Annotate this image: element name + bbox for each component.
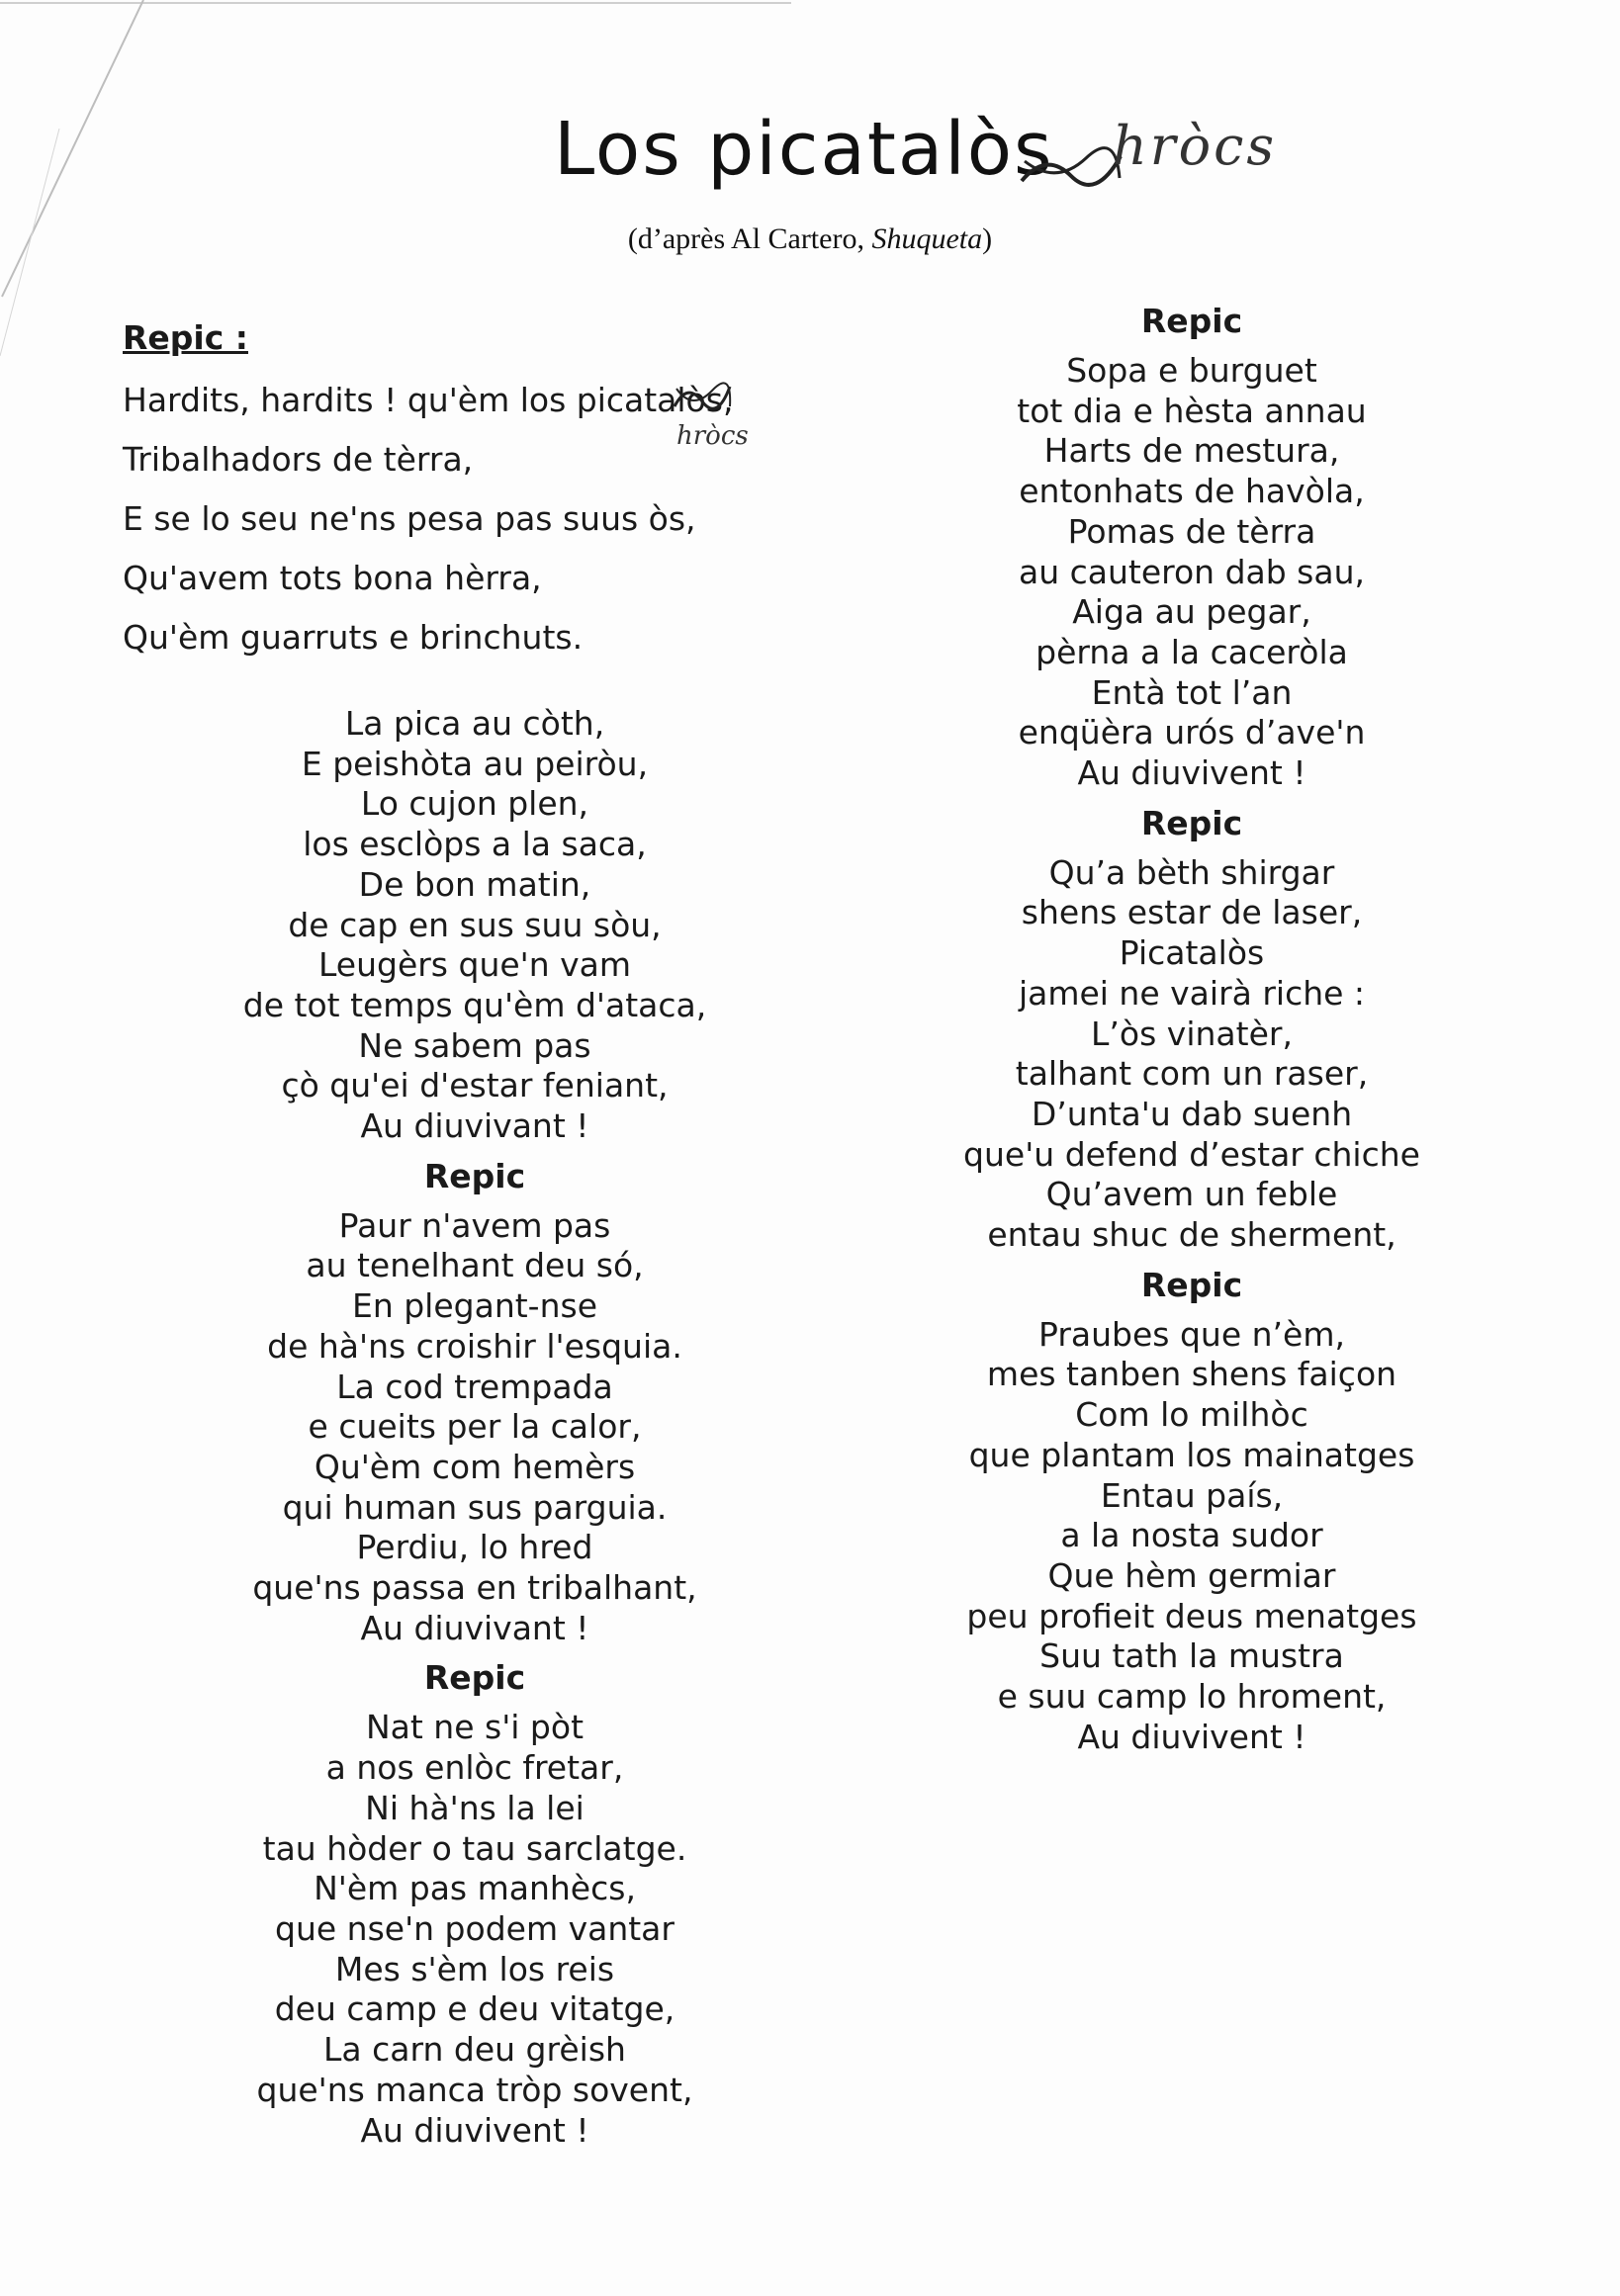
verse-line: que'u defend d’estar chiche [963, 1134, 1420, 1174]
verse-line: Pomas de tèrra [1067, 511, 1316, 551]
verse-line: De bon matin, [358, 864, 591, 904]
verse-line: Sopa e burguet [1066, 351, 1317, 390]
verse-line: La carn deu grèish [323, 2030, 626, 2070]
verse-line: Au diuvivent ! [360, 2110, 589, 2150]
verse-line: Que hèm germiar [1047, 1555, 1336, 1595]
verse-line: que'ns passa en tribalhant, [252, 1568, 697, 1608]
page-title: Los picatalòs [554, 107, 1054, 192]
verse-line: Com lo milhòc [1075, 1395, 1308, 1435]
verse-line: que'ns manca tròp sovent, [256, 2070, 693, 2109]
refrain-handwritten-correction: hròcs [676, 421, 749, 451]
verse-line: Ne sabem pas [358, 1025, 591, 1065]
refrain-line: Qu'avem tots bona hèrra, [123, 559, 542, 597]
verse-line: D’unta'u dab suenh [1031, 1094, 1353, 1133]
verse-line: enqüèra urós d’ave'n [1018, 713, 1366, 752]
stanza-heading: Repic [423, 1658, 526, 1698]
stanza-heading: Repic [423, 1156, 526, 1195]
verse-line: Leugèrs que'n vam [317, 945, 632, 985]
refrain-line-start: Hardits, hardits ! qu'èm los picata [123, 381, 677, 419]
verse-line: Suu tath la mustra [1039, 1636, 1344, 1676]
verse-line: tau hòder o tau sarclatge. [262, 1828, 687, 1868]
verse-line: La pica au còth, [344, 704, 605, 743]
refrain-heading: Repic : [123, 318, 248, 357]
verse-line: N'èm pas manhècs, [314, 1869, 636, 1908]
verse-line: Lo cujon plen, [360, 784, 589, 824]
title-strikethrough [1017, 136, 1125, 196]
refrain-line: E se lo seu ne'ns pesa pas suus òs, [123, 499, 696, 538]
verse-line: Au diuvivant ! [360, 1106, 589, 1146]
refrain-struck-text: lòs [676, 381, 723, 419]
verse-line: a nos enlòc fretar, [325, 1748, 624, 1788]
subtitle-suffix: ) [982, 222, 993, 255]
verse-line: E peishòta au peiròu, [301, 744, 649, 783]
verse-line: jamei ne vairà riche : [1018, 973, 1366, 1013]
verse-line: au tenelhant deu só, [306, 1246, 644, 1285]
verse-line: peu profieit deus menatges [966, 1596, 1417, 1635]
verse-line: de tot temps qu'èm d'ataca, [242, 985, 707, 1024]
left-verse-column [178, 704, 771, 2151]
verse-line: Mes s'èm los reis [334, 1949, 615, 1988]
verse-line: Au diuvivent ! [1077, 1717, 1306, 1756]
stanza-heading: Repic [1140, 803, 1243, 842]
verse-line: L’òs vinatèr, [1091, 1014, 1293, 1053]
verse-line: Entau país, [1100, 1475, 1284, 1515]
verse-line: entau shuc de sherment, [987, 1215, 1396, 1255]
verse-line: Au diuvivent ! [1077, 753, 1306, 793]
verse-line: qui human sus parguia. [282, 1487, 668, 1527]
stanza-heading: Repic [1140, 1265, 1243, 1304]
verse-line: Qu’avem un feble [1045, 1175, 1338, 1214]
verse-line: Praubes que n’èm, [1038, 1314, 1345, 1354]
refrain-line-end: , [722, 381, 734, 419]
verse-line: au cauteron dab sau, [1018, 552, 1365, 591]
verse-line: de hà'ns croishir l'esquia. [267, 1326, 682, 1366]
title-area [554, 107, 1305, 216]
stanza-heading: Repic [1140, 302, 1243, 340]
subtitle-work: Shuqueta [871, 222, 983, 255]
verse-line: Nat ne s'i pòt [365, 1708, 585, 1747]
refrain-line: Tribalhadors de tèrra, [123, 440, 474, 479]
verse-line: Qu'èm com hemèrs [314, 1447, 636, 1486]
verse-line: Paur n'avem pas [338, 1205, 611, 1245]
verse-line: Entà tot l’an [1091, 672, 1293, 712]
verse-line: mes tanben shens faiçon [986, 1355, 1397, 1394]
verse-line: entonhats de havòla, [1019, 472, 1365, 511]
verse-line: Picatalòs [1119, 933, 1265, 973]
verse-line: que plantam los mainatges [968, 1435, 1415, 1474]
verse-line: La cod trempada [336, 1367, 613, 1406]
verse-line: Harts de mestura, [1043, 431, 1340, 471]
refrain-line [123, 371, 815, 451]
verse-line: que nse'n podem vantar [275, 1908, 675, 1948]
verse-line: talhant com un raser, [1015, 1054, 1369, 1094]
verse-line: çò qu'ei d'estar feniant, [281, 1066, 669, 1105]
title-handwritten-correction: hròcs [1113, 115, 1278, 177]
verse-line: Aiga au pegar, [1072, 592, 1311, 632]
refrain-block [123, 318, 815, 667]
verse-line: deu camp e deu vitatge, [274, 1989, 675, 2029]
verse-line: a la nosta sudor [1060, 1516, 1323, 1555]
verse-line: Au diuvivant ! [360, 1608, 589, 1647]
subtitle-prefix: (d’après Al Cartero, [627, 222, 872, 255]
verse-line: e suu camp lo hroment, [997, 1677, 1387, 1717]
subtitle [0, 222, 1620, 256]
right-verse-column [895, 292, 1488, 1758]
verse-line: Perdiu, lo hred [356, 1528, 593, 1567]
verse-line: tot dia e hèsta annau [1017, 391, 1367, 430]
verse-line: Ni hà'ns la lei [365, 1788, 585, 1827]
refrain-line: Qu'èm guarruts e brinchuts. [123, 618, 584, 657]
verse-line: shens estar de laser, [1021, 893, 1363, 932]
verse-line: Qu’a bèth shirgar [1048, 852, 1335, 892]
verse-line: de cap en sus suu sòu, [288, 905, 662, 944]
verse-line: e cueits per la calor, [308, 1407, 642, 1447]
verse-line: los esclòps a la saca, [303, 825, 647, 864]
verse-line: En plegant-nse [351, 1286, 597, 1326]
verse-line: pèrna a la caceròla [1035, 632, 1348, 671]
